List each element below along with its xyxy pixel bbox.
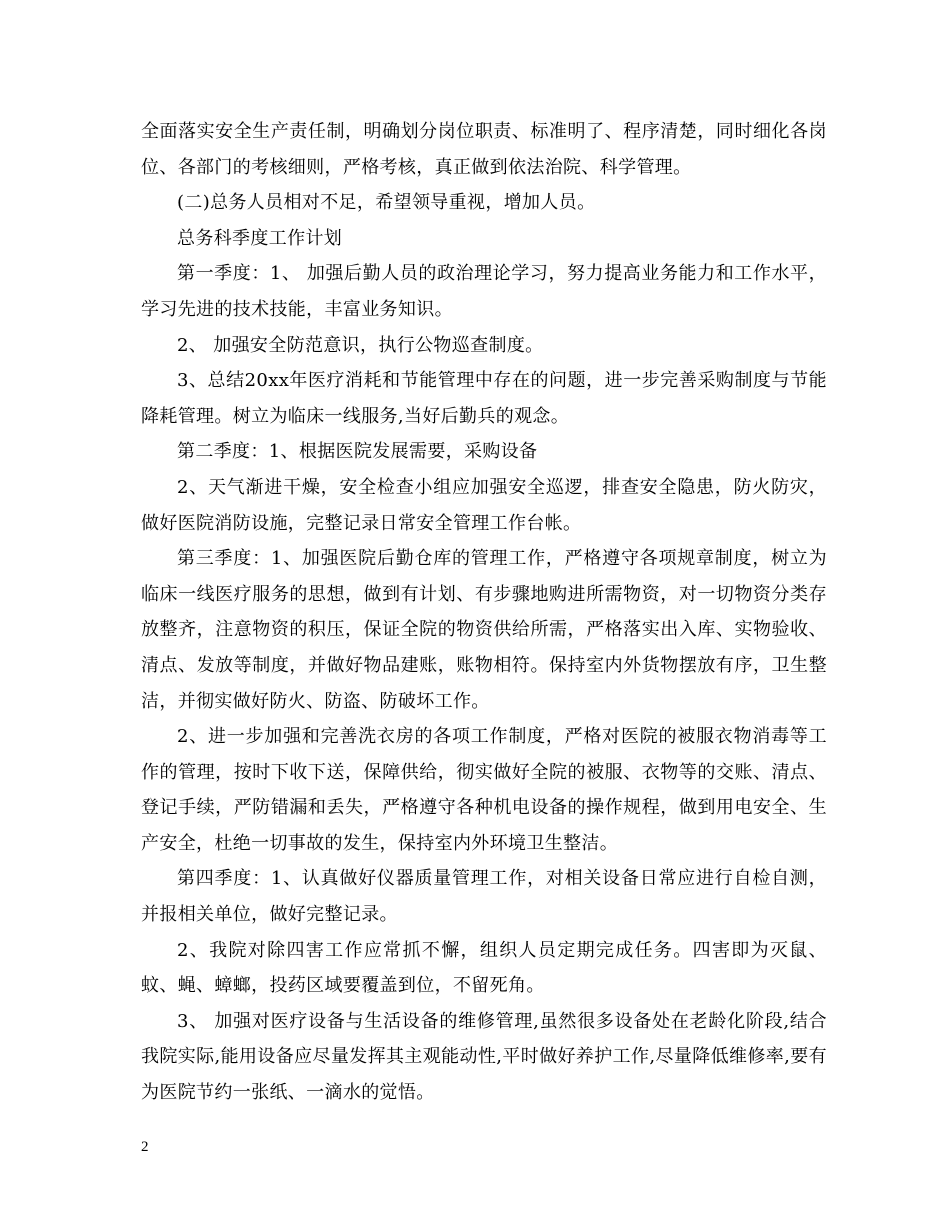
page-number: 2 xyxy=(141,1139,149,1155)
paragraph-q4-item-3: 3、 加强对医疗设备与生活设备的维修管理,虽然很多设备处在老龄化阶段,结合我院实际,能用设备应尽量发挥其主观能动性,平时做好养护工作,尽量降低维修率,要有为医院节约一张纸、一滴水的觉悟。 xyxy=(141,1010,827,1104)
document-body xyxy=(141,114,827,1111)
paragraph-q1-item-2: 2、 加强安全防范意识，执行公物巡查制度。 xyxy=(177,334,544,356)
paragraph-q1-item-1: 第一季度：1、 加强后勤人员的政治理论学习，努力提高业务能力和工作水平，学习先进的技术技能，丰富业务知识。 xyxy=(141,263,827,320)
paragraph-q3-item-2: 2、进一步加强和完善洗衣房的各项工作制度，严格对医院的被服衣物消毒等工作的管理，按时下收下送，保障供给，彻实做好全院的被服、衣物等的交账、清点、登记手续，严防错漏和丢失，严格遵守各种机电设备的操作规程，做到用电安全、生产安全，杜绝一切事故的发生，保持室内外环境卫生整洁。 xyxy=(141,726,827,854)
paragraph-q2-item-2: 2、天气渐进干燥，安全检查小组应加强安全巡逻，排查安全隐患，防火防灾，做好医院消防设施，完整记录日常安全管理工作台帐。 xyxy=(141,476,827,534)
paragraph-staffing: (二)总务人员相对不足，希望领导重视，增加人员。 xyxy=(177,192,596,214)
paragraph-q1-item-3: 3、总结20xx年医疗消耗和节能管理中存在的问题，进一步完善采购制度与节能降耗管理。树立为临床一线服务,当好后勤兵的观念。 xyxy=(141,370,827,427)
paragraph-responsibility: 全面落实安全生产责任制，明确划分岗位职责、标准明了、程序清楚，同时细化各岗位、各部门的考核细则，严格考核，真正做到依法治院、科学管理。 xyxy=(141,121,827,178)
paragraph-q4-item-1: 第四季度：1、认真做好仪器质量管理工作，对相关设备日常应进行自检自测，并报相关单位，做好完整记录。 xyxy=(141,868,827,926)
paragraph-q2-item-1: 第二季度：1、根据医院发展需要，采购设备 xyxy=(177,441,538,463)
section-heading-quarterly-plan: 总务科季度工作计划 xyxy=(177,227,343,249)
paragraph-q3-item-1: 第三季度：1、加强医院后勤仓库的管理工作，严格遵守各项规章制度，树立为临床一线医疗服务的思想，做到有计划、有步骤地购进所需物资，对一切物资分类存放整齐，注意物资的积压，保证全院的物资供给所需，严格落实出入库、实物验收、清点、发放等制度，并做好物品建账，账物相符。保持室内外货物摆放有序，卫生整洁，并彻实做好防火、防盗、防破坏工作。 xyxy=(141,548,827,712)
paragraph-q4-item-2: 2、我院对除四害工作应常抓不懈，组织人员定期完成任务。四害即为灭鼠、蚊、蝇、蟑螂，投药区域要覆盖到位，不留死角。 xyxy=(141,939,827,997)
